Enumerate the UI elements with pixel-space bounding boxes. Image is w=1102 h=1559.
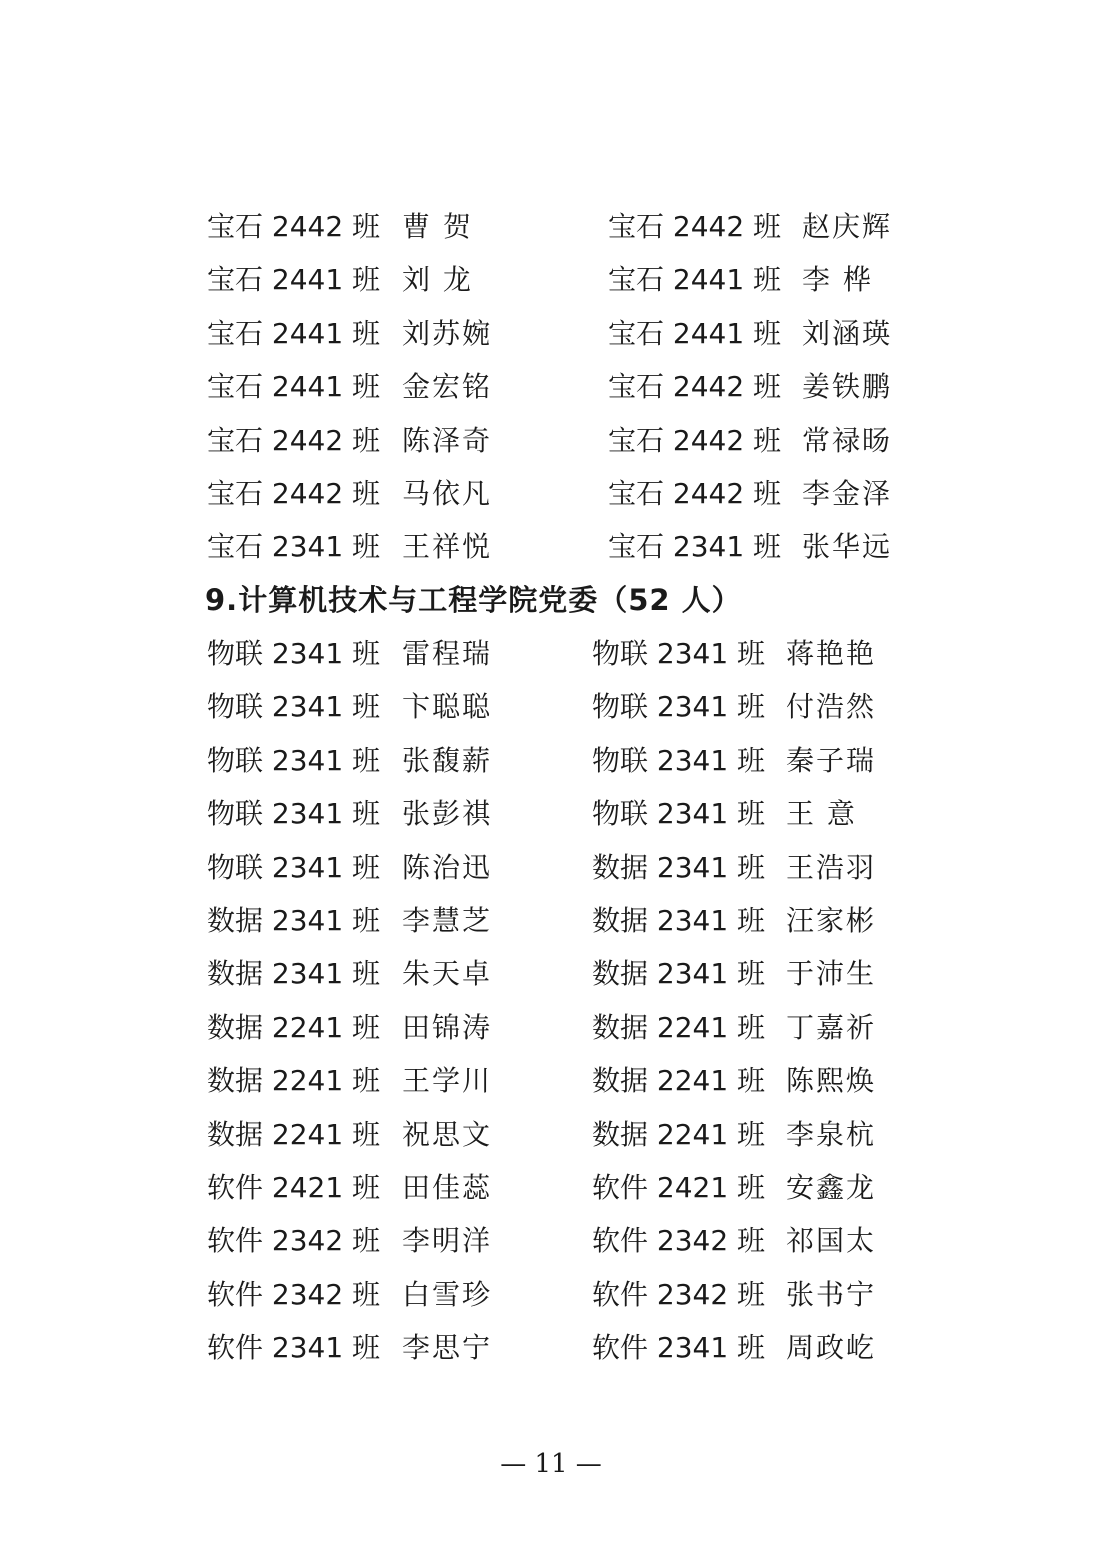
page-number: — 11 — — [500, 1449, 602, 1479]
left-class-cell: 宝石 2441 班 — [207, 316, 381, 350]
list-row — [0, 627, 1102, 680]
left-name-cell: 王祥悦 — [402, 530, 493, 564]
list-row — [0, 467, 1102, 520]
left-class-cell: 物联 2341 班 — [207, 743, 381, 777]
left-name-cell: 白雪珍 — [402, 1277, 493, 1311]
left-name-cell: 刘 龙 — [402, 263, 473, 297]
list-row — [0, 1161, 1102, 1214]
left-name-cell: 田佳蕊 — [402, 1170, 493, 1204]
left-class-cell: 数据 2241 班 — [207, 1064, 381, 1098]
list-row — [0, 1214, 1102, 1267]
list-row — [0, 787, 1102, 840]
right-class-cell: 数据 2341 班 — [592, 850, 766, 884]
right-class-cell: 软件 2341 班 — [592, 1331, 766, 1365]
right-class-cell: 宝石 2341 班 — [608, 530, 782, 564]
list-row — [0, 1268, 1102, 1321]
left-class-cell: 宝石 2442 班 — [207, 423, 381, 457]
left-name-cell: 刘苏婉 — [402, 316, 493, 350]
right-class-cell: 物联 2341 班 — [592, 743, 766, 777]
right-name-cell: 安鑫龙 — [786, 1170, 877, 1204]
right-class-cell: 物联 2341 班 — [592, 637, 766, 670]
right-class-cell: 软件 2421 班 — [592, 1170, 766, 1204]
left-name-cell: 卞聪聪 — [402, 690, 493, 724]
left-name-cell: 李慧芝 — [402, 903, 493, 937]
right-name-cell: 赵庆辉 — [802, 210, 893, 243]
list-row — [0, 1054, 1102, 1107]
right-name-cell: 李泉杭 — [786, 1117, 877, 1151]
left-class-cell: 宝石 2341 班 — [207, 530, 381, 564]
left-name-cell: 祝思文 — [402, 1117, 493, 1151]
left-name-cell: 陈泽奇 — [402, 423, 493, 457]
right-class-cell: 宝石 2441 班 — [608, 263, 782, 297]
left-name-cell: 张彭祺 — [402, 797, 493, 831]
list-row — [0, 1321, 1102, 1374]
right-class-cell: 物联 2341 班 — [592, 797, 766, 831]
list-row — [0, 1001, 1102, 1054]
left-name-cell: 李思宁 — [402, 1331, 493, 1365]
right-name-cell: 王浩羽 — [786, 850, 877, 884]
list-row — [0, 841, 1102, 894]
section-9-list — [0, 627, 1102, 1374]
list-row — [0, 1108, 1102, 1161]
left-name-cell: 曹 贺 — [402, 210, 473, 243]
right-name-cell: 汪家彬 — [786, 903, 877, 937]
right-class-cell: 数据 2241 班 — [592, 1117, 766, 1151]
right-class-cell: 软件 2342 班 — [592, 1224, 766, 1258]
left-class-cell: 数据 2341 班 — [207, 903, 381, 937]
list-row — [0, 253, 1102, 306]
left-name-cell: 李明洋 — [402, 1224, 493, 1258]
left-class-cell: 数据 2241 班 — [207, 1117, 381, 1151]
left-name-cell: 金宏铭 — [402, 370, 493, 404]
right-name-cell: 祁国太 — [786, 1224, 877, 1258]
left-name-cell: 朱天卓 — [402, 957, 493, 991]
left-class-cell: 物联 2341 班 — [207, 797, 381, 831]
left-class-cell: 宝石 2441 班 — [207, 263, 381, 297]
left-class-cell: 数据 2341 班 — [207, 957, 381, 991]
left-class-cell: 物联 2341 班 — [207, 850, 381, 884]
right-name-cell: 姜铁鹏 — [802, 370, 893, 404]
left-name-cell: 田锦涛 — [402, 1010, 493, 1044]
left-class-cell: 软件 2342 班 — [207, 1277, 381, 1311]
list-row — [0, 200, 1102, 253]
right-name-cell: 李 桦 — [802, 263, 873, 297]
right-class-cell: 数据 2241 班 — [592, 1064, 766, 1098]
right-name-cell: 陈熙焕 — [786, 1064, 877, 1098]
right-class-cell: 宝石 2442 班 — [608, 423, 782, 457]
list-row — [0, 680, 1102, 733]
list-row — [0, 894, 1102, 947]
left-name-cell: 雷程瑞 — [402, 637, 493, 670]
right-class-cell: 数据 2241 班 — [592, 1010, 766, 1044]
right-name-cell: 张华远 — [802, 530, 893, 564]
left-name-cell: 张馥薪 — [402, 743, 493, 777]
left-class-cell: 软件 2421 班 — [207, 1170, 381, 1204]
list-row — [0, 307, 1102, 360]
list-row — [0, 414, 1102, 467]
right-class-cell: 宝石 2442 班 — [608, 476, 782, 510]
right-name-cell: 王 意 — [786, 797, 857, 831]
right-name-cell: 常禄旸 — [802, 423, 893, 457]
right-name-cell: 周政屹 — [786, 1331, 877, 1365]
right-name-cell: 张书宁 — [786, 1277, 877, 1311]
left-class-cell: 宝石 2441 班 — [207, 370, 381, 404]
left-class-cell: 宝石 2442 班 — [207, 476, 381, 510]
left-class-cell: 物联 2341 班 — [207, 690, 381, 724]
right-class-cell: 物联 2341 班 — [592, 690, 766, 724]
right-class-cell: 数据 2341 班 — [592, 957, 766, 991]
list-row — [0, 360, 1102, 413]
left-class-cell: 软件 2341 班 — [207, 1331, 381, 1365]
previous-section-list — [0, 200, 1102, 574]
right-name-cell: 刘涵瑛 — [802, 316, 893, 350]
left-name-cell: 王学川 — [402, 1064, 493, 1098]
left-class-cell: 物联 2341 班 — [207, 637, 381, 670]
left-class-cell: 软件 2342 班 — [207, 1224, 381, 1258]
right-name-cell: 丁嘉祈 — [786, 1010, 877, 1044]
right-name-cell: 蒋艳艳 — [786, 637, 877, 670]
left-class-cell: 宝石 2442 班 — [207, 210, 381, 243]
left-class-cell: 数据 2241 班 — [207, 1010, 381, 1044]
right-class-cell: 宝石 2442 班 — [608, 210, 782, 243]
list-row — [0, 947, 1102, 1000]
list-row — [0, 734, 1102, 787]
right-class-cell: 数据 2341 班 — [592, 903, 766, 937]
right-name-cell: 秦子瑞 — [786, 743, 877, 777]
right-class-cell: 软件 2342 班 — [592, 1277, 766, 1311]
left-name-cell: 马依凡 — [402, 476, 493, 510]
list-row — [0, 520, 1102, 573]
right-name-cell: 李金泽 — [802, 476, 893, 510]
right-name-cell: 于沛生 — [786, 957, 877, 991]
right-class-cell: 宝石 2441 班 — [608, 316, 782, 350]
right-name-cell: 付浩然 — [786, 690, 877, 724]
section-heading: 9.计算机技术与工程学院党委（52 人） — [205, 583, 742, 617]
left-name-cell: 陈治迅 — [402, 850, 493, 884]
right-class-cell: 宝石 2442 班 — [608, 370, 782, 404]
